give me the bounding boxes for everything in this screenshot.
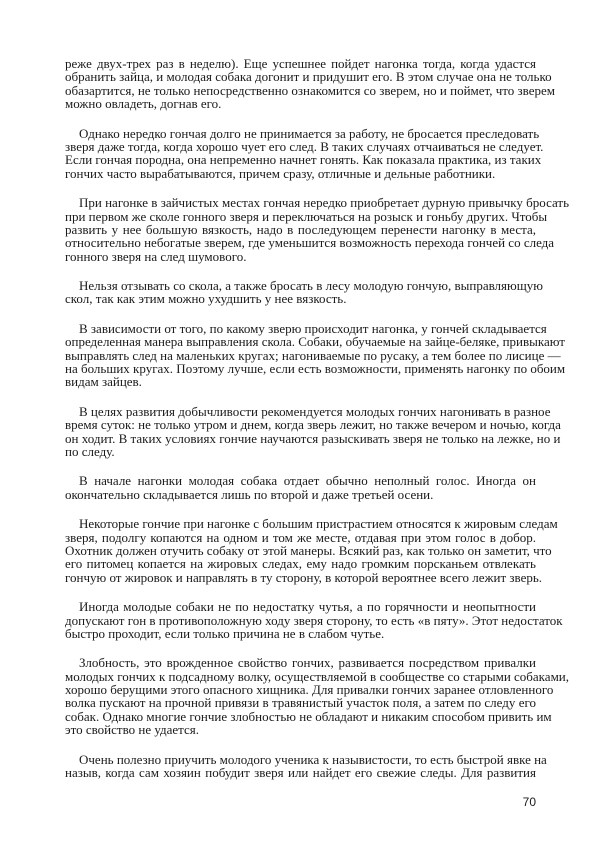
paragraph (65, 403, 561, 459)
text-line: Нельзя отзывать со скола, а также бросать в лесу молодую гончую, выправляющую (79, 278, 543, 294)
text-line: время суток: не только утром и днем, когда зверь лежит, но также вечером и ночью, когда (65, 417, 561, 433)
text-line: Очень полезно приучить молодого ученика к назывистости, то есть быстрой явке на (79, 751, 547, 767)
paragraph (65, 320, 566, 390)
text-line: В целях развития добычливости рекомендуется молодых гончих нагонивать в разное (79, 403, 551, 419)
text-line: можно овладеть, догнав его. (65, 96, 222, 112)
text-line: обазартится, не только непосредственно ознакомится со зверем, но и поймет, что зверем (65, 82, 555, 98)
paragraph (65, 125, 544, 181)
text-line: волка пускают на прочной привязи в травянистый участок поля, а затем по следу его (65, 695, 536, 711)
text-line: Если гончая породна, она непременно начнет гонять. Как показала практика, из таких (65, 152, 542, 168)
text-line: на больших кругах. Поэтому лучше, если есть возможности, применять нагонку по обоим (65, 361, 566, 377)
paragraph (65, 474, 536, 501)
text-line: Однако нередко гончая долго не принимается за работу, не бросается преследовать (79, 125, 540, 141)
text-line: развить у нее большую вязкость, надо в последующем перенести нагонку в места, (65, 221, 536, 237)
text-line: Охотник должен отучить собаку от этой манеры. Всякий раз, как только он заметит, что (65, 542, 552, 558)
paragraph (65, 56, 555, 112)
text-line: зверя, подолгу копаются на одном и том же месте, отдавая при этом голос в добор. (65, 529, 536, 545)
text-line: зверя даже тогда, когда хорошо чует его след. В таких случаях отчаиваться не следует. (65, 138, 544, 154)
text-line: Иногда молодые собаки не по недостатку чутья, а по горячности и неопытности (79, 599, 536, 615)
text-line: При нагонке в зайчистых местах гончая нередко приобретает дурную привычку бросать (79, 195, 570, 211)
text-line: его питомец копается на жировых следах, ему надо громким порсканьем отвлекать (65, 556, 536, 572)
text-line: реже двух-трех раз в неделю). Еще успешнее пойдет нагонка тогда, когда удастся (65, 56, 536, 71)
text-line: В зависимости от того, по какому зверю происходит нагонка, у гончей складывается (79, 320, 547, 336)
text-line: видам зайцев. (65, 374, 142, 390)
text-line: по следу. (65, 443, 115, 459)
paragraph (65, 599, 563, 641)
text-line: собак. Однако многие гончие злобностью не обладают и никаким способом привить им (65, 708, 552, 724)
text-line: быстро проходит, если только причина не в слабом чутье. (65, 625, 385, 641)
text-line: при первом же сколе гонного зверя и переключаться на розыск и гоньбу других. Чтобы (65, 208, 548, 224)
paragraph (65, 655, 570, 738)
page-number: 70 (522, 795, 536, 809)
text-line: определенная манера выправления скола. Собаки, обучаемые на зайце-беляке, привыкают (65, 334, 565, 350)
text-line: Некоторые гончие при нагонке с большим пристрастием относятся к жировым следам (79, 516, 558, 532)
text-line: молодых гончих к подсадному волку, осуществляемой в сообществе со старыми собаками, (65, 668, 570, 684)
paragraph (65, 278, 543, 307)
text-line: хорошо берущими этого опасного хищника. Для привалки гончих заранее отловленного (65, 682, 554, 698)
paragraph (65, 751, 547, 781)
text-line: выправлять след на маленьких кругах; нагониваемые по русаку, а тем более по лисице — (65, 347, 561, 363)
text-line: Злобность, это врожденное свойство гончих, развивается посредством привалки (79, 655, 536, 671)
text-line: скол, так как этим можно ухудшить у нее вязкость. (65, 291, 347, 307)
text-line: гонного зверя на след шумового. (65, 248, 247, 264)
text-line: окончательно складывается лишь по второй и даже третьей осени. (65, 486, 434, 502)
text-line: относительно небогатые зверем, где уменьшится возможность перехода гончей со следа (65, 235, 555, 251)
paragraph (65, 195, 570, 264)
text-line: обранить зайца, и молодая собака догонит и придушит его. В этом случае она не только (65, 69, 552, 85)
text-line: назыв, когда сам хозяин побудит зверя или найдет его свежие следы. Для развития (65, 765, 536, 781)
text-line: В начале нагонки молодая собака отдает обычно неполный голос. Иногда он (79, 473, 536, 489)
text-line: допускают гон в противоположную ходу зверя сторону, то есть «в пяту». Этот недостаток (65, 612, 563, 628)
page-body-text (65, 56, 570, 781)
text-line: он ходит. В таких условиях гончие научаются разыскивать зверя не только на лежке, но и (65, 430, 561, 446)
text-line: гончих часто вырабатываются, причем сразу, отличные и дельные работники. (65, 165, 496, 181)
text-line: гончую от жировок и направлять в ту сторону, в которой вероятнее всего лежит зверь. (65, 569, 543, 585)
text-line: это свойство не удается. (65, 722, 200, 738)
paragraph (65, 516, 558, 585)
